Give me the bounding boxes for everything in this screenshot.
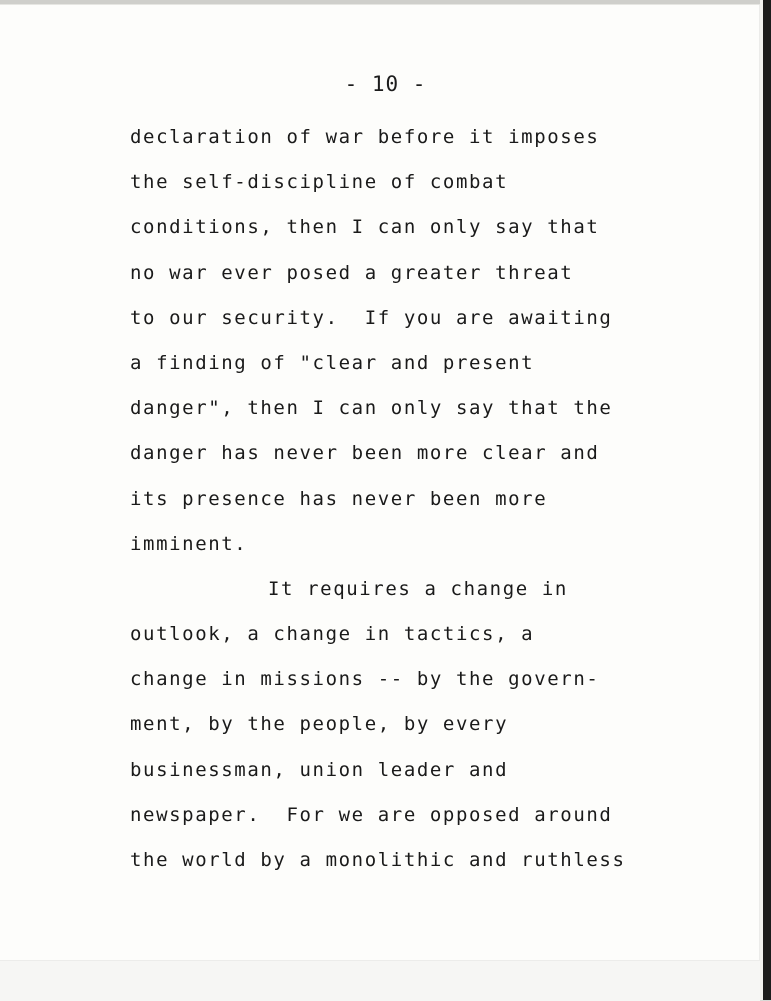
text-line: businessman, union leader and — [130, 758, 509, 781]
text-line: declaration of war before it imposes — [130, 126, 600, 148]
text-line: the self-discipline of combat — [130, 171, 509, 194]
typewritten-body — [130, 115, 730, 883]
text-line: the world by a monolithic and ruthless — [130, 849, 626, 871]
text-line: danger", then I can only say that the — [130, 397, 613, 420]
text-line: imminent. — [130, 532, 248, 555]
text-line: to our security. If you are awaiting — [130, 306, 613, 329]
text-line: conditions, then I can only say that — [130, 216, 600, 239]
page-number: - 10 - — [344, 72, 427, 96]
text-line: danger has never been more clear and — [130, 442, 600, 465]
paragraph-start-line: It requires a change in — [268, 577, 568, 600]
text-line: ment, by the people, by every — [130, 713, 509, 736]
text-line: no war ever posed a greater threat — [130, 261, 574, 284]
text-line: a finding of "clear and present — [130, 351, 535, 374]
text-line: newspaper. For we are opposed around — [130, 803, 613, 826]
text-line: its presence has never been more — [130, 487, 548, 510]
scan-right-edge — [760, 0, 771, 1000]
text-line: outlook, a change in tactics, a — [130, 623, 535, 646]
page-bottom-margin — [0, 960, 760, 1001]
text-line: change in missions -- by the govern- — [130, 668, 600, 691]
